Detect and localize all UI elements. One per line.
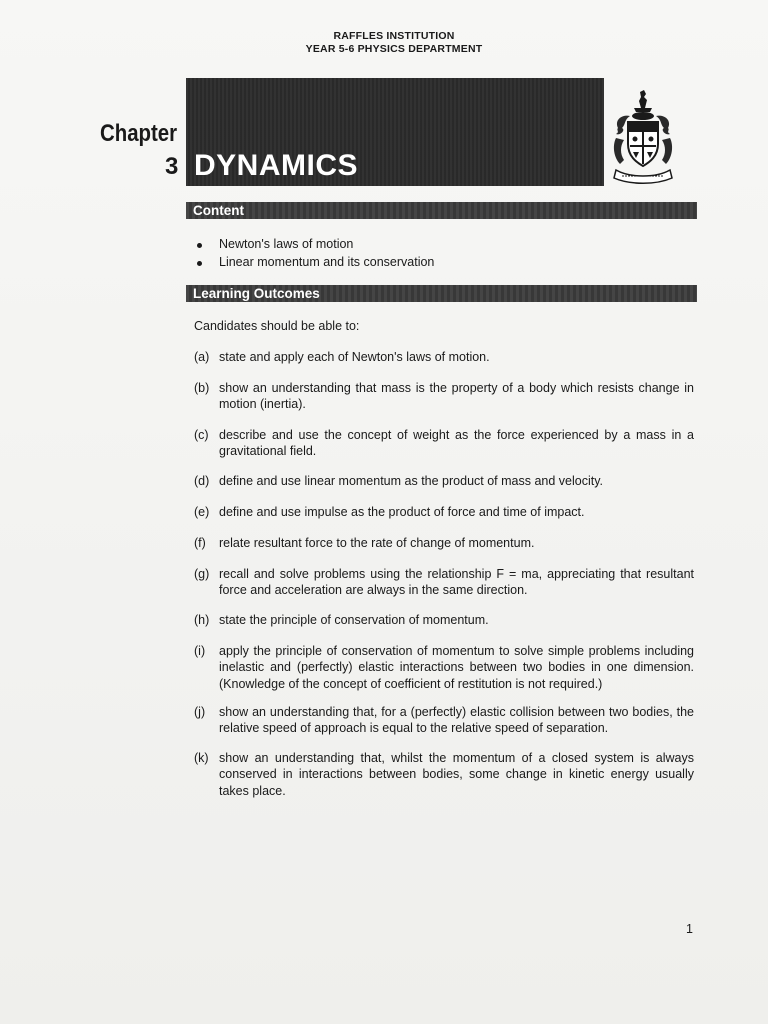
outcome-label: (h) (194, 613, 210, 627)
outcome-label: (i) (194, 644, 206, 658)
outcome-label: (b) (194, 381, 210, 395)
outcomes-intro: Candidates should be able to: (194, 319, 360, 333)
outcome-label: (d) (194, 474, 210, 488)
document-header (0, 30, 768, 56)
outcome-item-f (194, 535, 694, 551)
outcome-label: (k) (194, 751, 209, 765)
outcomes-heading-text: Learning Outcomes (193, 286, 320, 301)
outcome-text: show an understanding that, for a (perfectly) elastic collision between two bodies, the relative speed of approach is equal to the relative speed of separation. (219, 705, 694, 736)
outcome-label: (j) (194, 705, 206, 719)
outcome-item-d (194, 473, 694, 489)
outcome-text: define and use impulse as the product of force and time of impact. (219, 505, 585, 519)
outcome-item-i (194, 643, 694, 692)
outcome-item-g (194, 566, 694, 599)
outcome-text: state and apply each of Newton's laws of motion. (219, 350, 490, 364)
outcomes-section-heading (186, 285, 697, 302)
outcome-label: (e) (194, 505, 210, 519)
outcome-item-a (194, 349, 694, 365)
outcome-text: show an understanding that mass is the property of a body which resists change in motion (inertia). (219, 381, 694, 412)
outcome-item-b (194, 380, 694, 413)
outcome-label: (f) (194, 536, 206, 550)
outcome-text: show an understanding that, whilst the momentum of a closed system is always conserved in interactions between bodies, some change in kinetic energy usually takes place. (219, 751, 694, 798)
outcome-item-c (194, 427, 694, 460)
list-item: Linear momentum and its conservation (195, 254, 434, 272)
outcome-text: state the principle of conservation of momentum. (219, 613, 489, 627)
outcome-label: (c) (194, 428, 209, 442)
outcome-item-k (194, 750, 694, 799)
list-item: Newton's laws of motion (195, 236, 434, 254)
content-heading-text: Content (193, 203, 244, 218)
school-crest-icon (610, 88, 676, 186)
outcome-label: (a) (194, 350, 210, 364)
page-number: 1 (686, 922, 693, 936)
chapter-title: DYNAMICS (194, 149, 359, 182)
department-name: YEAR 5-6 PHYSICS DEPARTMENT (305, 43, 483, 55)
outcome-label: (g) (194, 567, 210, 581)
chapter-number: 3 (165, 153, 179, 180)
content-section-heading (186, 202, 697, 219)
chapter-title-band (186, 78, 604, 186)
outcome-text: relate resultant force to the rate of change of momentum. (219, 536, 535, 550)
outcome-text: define and use linear momentum as the product of mass and velocity. (219, 474, 604, 488)
outcome-text: recall and solve problems using the relationship F = ma, appreciating that resultant force and acceleration are always in the same direction. (219, 567, 694, 598)
chapter-label: Chapter (100, 120, 178, 147)
outcome-text: apply the principle of conservation of momentum to solve simple problems including inelastic and (perfectly) elastic interactions between two bodies in one dimension. (Knowledge of the concept of coefficient of restitution is not required.) (219, 644, 694, 691)
institution-name: RAFFLES INSTITUTION (333, 30, 455, 42)
outcome-item-j (194, 704, 694, 737)
outcome-text: describe and use the concept of weight as the force experienced by a mass in a gravitational field. (219, 428, 694, 459)
content-list (195, 236, 434, 271)
outcome-item-h (194, 612, 694, 628)
outcome-item-e (194, 504, 694, 520)
